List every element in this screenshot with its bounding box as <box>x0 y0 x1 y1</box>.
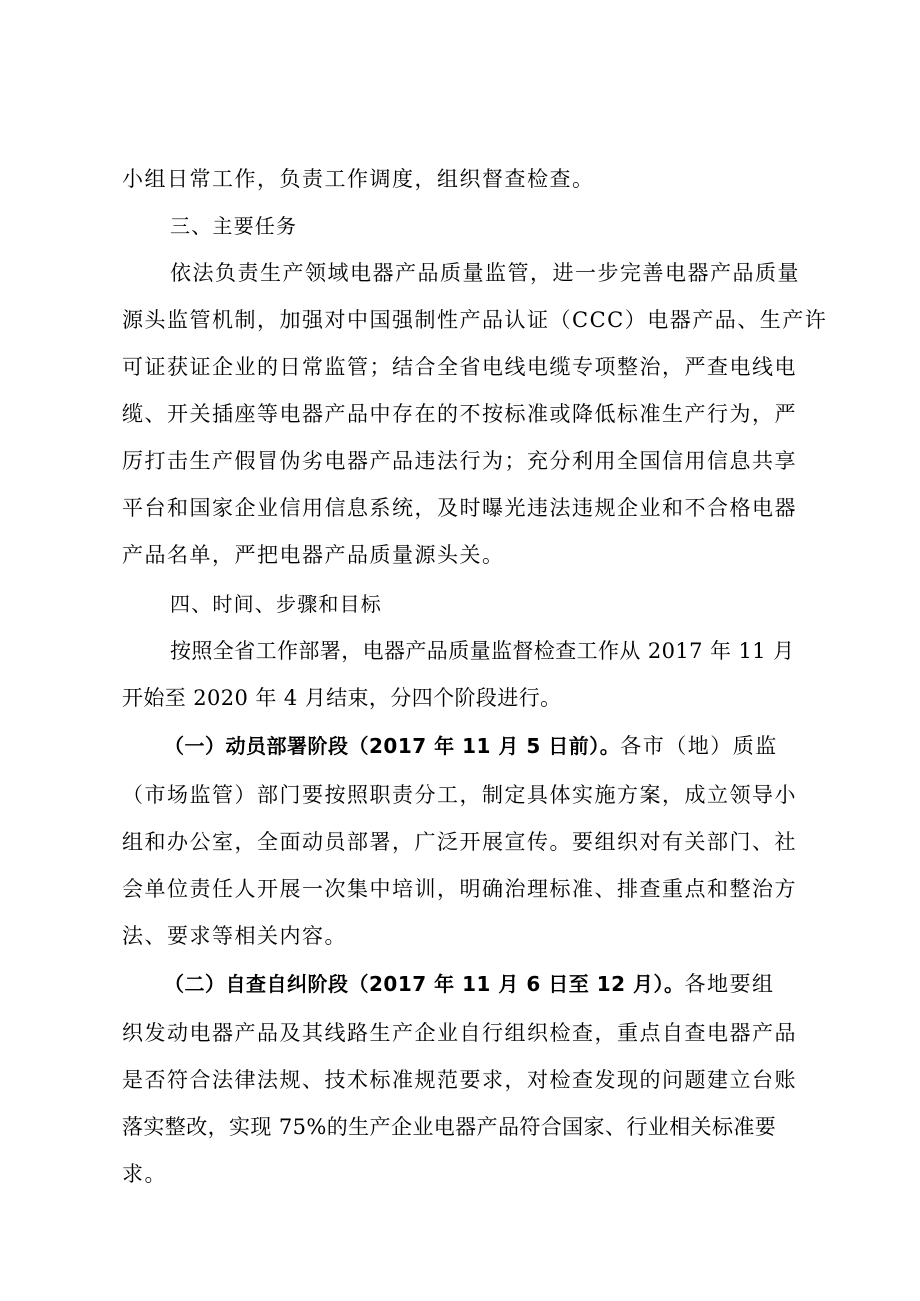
paragraph-line: 平台和国家企业信用信息系统，及时曝光违法违规企业和不合格电器 <box>122 496 797 520</box>
stage-2-first-line <box>0 969 920 999</box>
paragraph-line: 是否符合法律法规、技术标准规范要求，对检查发现的问题建立台账 <box>122 1068 797 1092</box>
continuation-line: 小组日常工作，负责工作调度，组织督查检查。 <box>122 167 595 191</box>
paragraph-line: 缆、开关插座等电器产品中存在的不按标准或降低标准生产行为，严 <box>122 402 797 426</box>
stage-1-title: （一）动员部署阶段（2017 年 11 月 5 日前）。 <box>164 734 621 758</box>
stage-1-first-line <box>0 731 920 761</box>
section-heading-timeline: 四、时间、步骤和目标 <box>170 592 382 616</box>
paragraph-line: 源头监管机制，加强对中国强制性产品认证（CCC）电器产品、生产许 <box>122 308 828 332</box>
paragraph-line: 可证获证企业的日常监管；结合全省电线电缆专项整治，严查电线电 <box>122 355 797 379</box>
paragraph-line: 落实整改，实现 75%的生产企业电器产品符合国家、行业相关标准要 <box>122 1115 777 1139</box>
paragraph-line: 求。 <box>122 1162 167 1186</box>
stage-2-text: 各地要组 <box>684 972 775 996</box>
paragraph-line: 按照全省工作部署，电器产品质量监督检查工作从 2017 年 11 月 <box>170 639 795 663</box>
paragraph-line: 法、要求等相关内容。 <box>122 924 347 948</box>
paragraph-line: （市场监管）部门要按照职责分工，制定具体实施方案，成立领导小 <box>122 783 797 807</box>
paragraph-line: 产品名单，严把电器产品质量源头关。 <box>122 543 505 567</box>
paragraph-line: 织发动电器产品及其线路生产企业自行组织检查，重点自查电器产品 <box>122 1021 797 1045</box>
paragraph-line: 厉打击生产假冒伪劣电器产品违法行为；充分利用全国信用信息共享 <box>122 449 797 473</box>
paragraph-line: 开始至 2020 年 4 月结束，分四个阶段进行。 <box>122 686 562 710</box>
stage-1-text: 各市（地）质监 <box>620 734 778 758</box>
paragraph-line: 组和办公室，全面动员部署，广泛开展宣传。要组织对有关部门、社 <box>122 830 797 854</box>
stage-2-title: （二）自查自纠阶段（2017 年 11 月 6 日至 12 月）。 <box>164 972 685 996</box>
paragraph-line: 会单位责任人开展一次集中培训，明确治理标准、排查重点和整治方 <box>122 877 797 901</box>
section-heading-main-tasks: 三、主要任务 <box>170 214 298 238</box>
paragraph-line: 依法负责生产领域电器产品质量监管，进一步完善电器产品质量 <box>170 261 800 285</box>
